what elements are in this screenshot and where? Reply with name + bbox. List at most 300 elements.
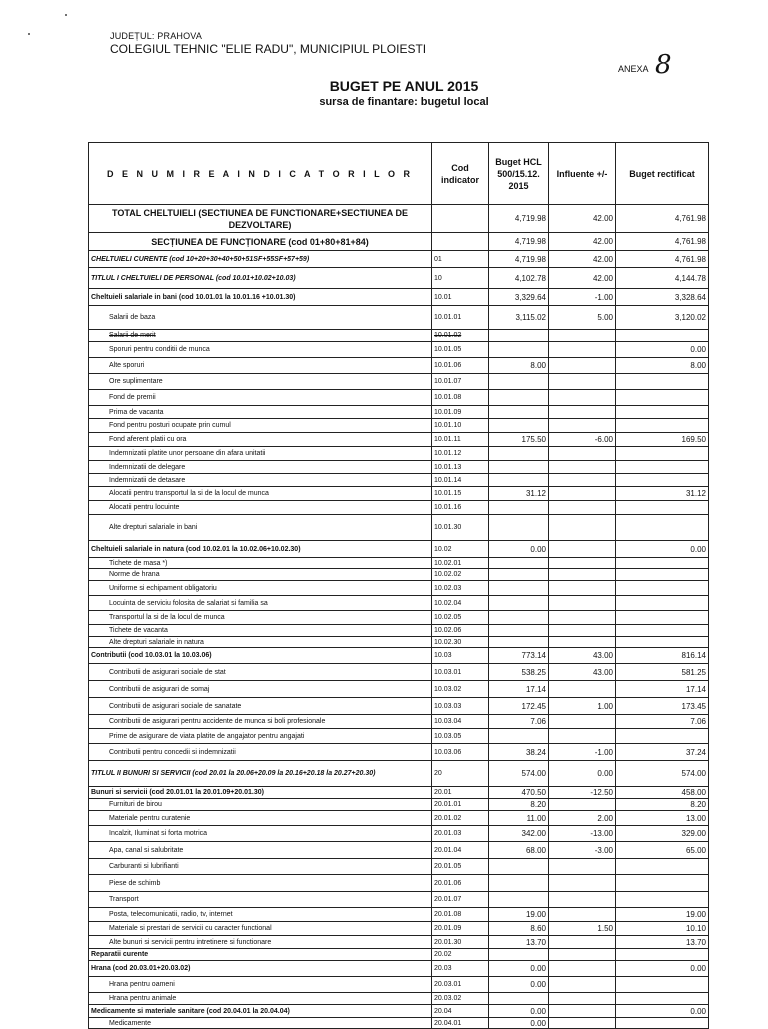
budget-hcl-cell xyxy=(489,637,549,648)
budget-hcl-cell xyxy=(489,374,549,390)
budget-hcl-cell xyxy=(489,892,549,908)
rectified-budget-cell xyxy=(616,581,709,596)
table-row xyxy=(89,569,709,581)
budget-hcl-cell xyxy=(489,949,549,961)
influence-cell: -13.00 xyxy=(549,826,616,842)
indicator-code-cell: 20.01 xyxy=(432,787,489,799)
budget-hcl-cell: 0.00 xyxy=(489,977,549,993)
indicator-code-cell: 10.01.14 xyxy=(432,474,489,487)
table-row xyxy=(89,715,709,729)
indicator-code-cell: 10.02.01 xyxy=(432,558,489,569)
indicator-code-cell: 20.01.04 xyxy=(432,842,489,859)
influence-cell xyxy=(549,461,616,474)
budget-hcl-cell: 574.00 xyxy=(489,761,549,787)
indicator-name-cell: Cheltuieli salariale in natura (cod 10.02.01 la 10.02.06+10.02.30) xyxy=(89,541,432,558)
rectified-budget-cell: 13.70 xyxy=(616,936,709,949)
table-row xyxy=(89,406,709,419)
indicator-name-cell: Incalzit, Iluminat si forta motrica xyxy=(89,826,432,842)
indicator-code-cell: 10.01.10 xyxy=(432,419,489,433)
table-row xyxy=(89,761,709,787)
influence-cell xyxy=(549,342,616,358)
table-row xyxy=(89,799,709,811)
rectified-budget-cell: 574.00 xyxy=(616,761,709,787)
column-header-rectified-budget: Buget rectificat xyxy=(616,143,709,205)
rectified-budget-cell xyxy=(616,447,709,461)
table-row xyxy=(89,515,709,541)
indicator-code-cell: 10.03.04 xyxy=(432,715,489,729)
table-row xyxy=(89,625,709,637)
rectified-budget-cell: 581.25 xyxy=(616,664,709,681)
indicator-name-cell: Alte drepturi salariale in bani xyxy=(89,515,432,541)
influence-cell xyxy=(549,859,616,875)
rectified-budget-cell xyxy=(616,993,709,1005)
influence-cell: 0.00 xyxy=(549,761,616,787)
rectified-budget-cell: 3,328.64 xyxy=(616,289,709,306)
influence-cell: -1.00 xyxy=(549,289,616,306)
column-header-budget-hcl: Buget HCL 500/15.12. 2015 xyxy=(489,143,549,205)
indicator-code-cell: 10.03.02 xyxy=(432,681,489,698)
indicator-code-cell: 20.01.03 xyxy=(432,826,489,842)
rectified-budget-cell: 173.45 xyxy=(616,698,709,715)
column-header-indicator-name: D E N U M I R E A I N D I C A T O R I L O R xyxy=(89,143,432,205)
table-row xyxy=(89,811,709,826)
rectified-budget-cell xyxy=(616,558,709,569)
table-row xyxy=(89,205,709,233)
influence-cell: 42.00 xyxy=(549,233,616,251)
scan-speck xyxy=(65,14,67,16)
table-row xyxy=(89,558,709,569)
indicator-code-cell: 10.01.07 xyxy=(432,374,489,390)
influence-cell xyxy=(549,1018,616,1029)
table-row xyxy=(89,1005,709,1018)
influence-cell xyxy=(549,799,616,811)
budget-hcl-cell: 11.00 xyxy=(489,811,549,826)
budget-hcl-cell: 172.45 xyxy=(489,698,549,715)
table-row xyxy=(89,374,709,390)
budget-hcl-cell: 773.14 xyxy=(489,648,549,664)
influence-cell: 42.00 xyxy=(549,268,616,289)
rectified-budget-cell xyxy=(616,625,709,637)
rectified-budget-cell: 7.06 xyxy=(616,715,709,729)
influence-cell xyxy=(549,558,616,569)
budget-hcl-cell xyxy=(489,461,549,474)
scan-speck xyxy=(28,33,30,35)
influence-cell: 1.50 xyxy=(549,922,616,936)
influence-cell xyxy=(549,390,616,406)
indicator-name-cell: Materiale pentru curatenie xyxy=(89,811,432,826)
budget-hcl-cell xyxy=(489,501,549,515)
rectified-budget-cell: 65.00 xyxy=(616,842,709,859)
budget-hcl-cell xyxy=(489,419,549,433)
indicator-name-cell: Indemnizatii de delegare xyxy=(89,461,432,474)
rectified-budget-cell: 816.14 xyxy=(616,648,709,664)
influence-cell xyxy=(549,715,616,729)
indicator-name-cell: Uniforme si echipament obligatoriu xyxy=(89,581,432,596)
indicator-code-cell: 10.01.11 xyxy=(432,433,489,447)
table-row xyxy=(89,681,709,698)
indicator-code-cell: 10.02.03 xyxy=(432,581,489,596)
rectified-budget-cell xyxy=(616,419,709,433)
indicator-code-cell: 10.03.05 xyxy=(432,729,489,744)
indicator-code-cell: 10.01.09 xyxy=(432,406,489,419)
budget-hcl-cell: 31.12 xyxy=(489,487,549,501)
rectified-budget-cell xyxy=(616,892,709,908)
indicator-name-cell: Fond aferent platii cu ora xyxy=(89,433,432,447)
indicator-code-cell: 10.01.08 xyxy=(432,390,489,406)
table-row xyxy=(89,461,709,474)
budget-table xyxy=(88,142,709,1029)
rectified-budget-cell xyxy=(616,977,709,993)
influence-cell xyxy=(549,447,616,461)
table-row xyxy=(89,875,709,892)
influence-cell xyxy=(549,977,616,993)
indicator-code-cell: 20.02 xyxy=(432,949,489,961)
indicator-code-cell: 10.03.06 xyxy=(432,744,489,761)
indicator-name-cell: Materiale si prestari de servicii cu caracter functional xyxy=(89,922,432,936)
rectified-budget-cell xyxy=(616,461,709,474)
table-row xyxy=(89,908,709,922)
indicator-name-cell: Cheltuieli salariale in bani (cod 10.01.01 la 10.01.16 +10.01.30) xyxy=(89,289,432,306)
indicator-name-cell: TITLUL I CHELTUIELI DE PERSONAL (cod 10.01+10.02+10.03) xyxy=(89,268,432,289)
table-row xyxy=(89,1018,709,1029)
influence-cell xyxy=(549,681,616,698)
indicator-code-cell: 10.02.02 xyxy=(432,569,489,581)
rectified-budget-cell xyxy=(616,859,709,875)
indicator-name-cell: Indemnizatii de detasare xyxy=(89,474,432,487)
indicator-name-cell: Sporuri pentru conditii de munca xyxy=(89,342,432,358)
indicator-name-cell: Medicamente xyxy=(89,1018,432,1029)
influence-cell xyxy=(549,581,616,596)
indicator-name-cell: Tichete de masa *) xyxy=(89,558,432,569)
budget-hcl-cell: 19.00 xyxy=(489,908,549,922)
indicator-name-cell: Contributii (cod 10.03.01 la 10.03.06) xyxy=(89,648,432,664)
table-row xyxy=(89,596,709,611)
rectified-budget-cell: 17.14 xyxy=(616,681,709,698)
institution-name: COLEGIUL TEHNIC "ELIE RADU", MUNICIPIUL PLOIESTI xyxy=(110,42,427,56)
rectified-budget-cell: 169.50 xyxy=(616,433,709,447)
table-row xyxy=(89,306,709,330)
table-row xyxy=(89,961,709,977)
indicator-code-cell: 10.01.05 xyxy=(432,342,489,358)
indicator-code-cell: 10.01.02 xyxy=(432,330,489,342)
indicator-code-cell: 10.01.06 xyxy=(432,358,489,374)
rectified-budget-cell: 8.00 xyxy=(616,358,709,374)
indicator-name-cell: Hrana pentru oameni xyxy=(89,977,432,993)
table-row xyxy=(89,358,709,374)
table-row xyxy=(89,637,709,648)
budget-hcl-cell: 4,719.98 xyxy=(489,205,549,233)
rectified-budget-cell: 31.12 xyxy=(616,487,709,501)
influence-cell: 5.00 xyxy=(549,306,616,330)
influence-cell xyxy=(549,993,616,1005)
indicator-name-cell: Hrana (cod 20.03.01+20.03.02) xyxy=(89,961,432,977)
budget-hcl-cell xyxy=(489,406,549,419)
annex-label: ANEXA xyxy=(618,64,649,74)
budget-hcl-cell xyxy=(489,330,549,342)
rectified-budget-cell: 4,761.98 xyxy=(616,233,709,251)
budget-hcl-cell: 4,102.78 xyxy=(489,268,549,289)
indicator-code-cell: 10.03.03 xyxy=(432,698,489,715)
indicator-name-cell: Alocatii pentru locuinte xyxy=(89,501,432,515)
rectified-budget-cell xyxy=(616,1018,709,1029)
influence-cell xyxy=(549,949,616,961)
budget-hcl-cell xyxy=(489,447,549,461)
influence-cell: 2.00 xyxy=(549,811,616,826)
table-row xyxy=(89,648,709,664)
indicator-name-cell: SECȚIUNEA DE FUNCȚIONARE (cod 01+80+81+84) xyxy=(89,233,432,251)
table-row xyxy=(89,474,709,487)
budget-hcl-cell xyxy=(489,875,549,892)
influence-cell xyxy=(549,419,616,433)
table-row xyxy=(89,859,709,875)
indicator-name-cell: Medicamente si materiale sanitare (cod 20.04.01 la 20.04.04) xyxy=(89,1005,432,1018)
influence-cell xyxy=(549,501,616,515)
indicator-name-cell: Salarii de baza xyxy=(89,306,432,330)
influence-cell xyxy=(549,374,616,390)
budget-hcl-cell xyxy=(489,596,549,611)
budget-hcl-cell xyxy=(489,611,549,625)
budget-hcl-cell xyxy=(489,581,549,596)
indicator-code-cell: 20.01.05 xyxy=(432,859,489,875)
rectified-budget-cell: 0.00 xyxy=(616,342,709,358)
rectified-budget-cell xyxy=(616,390,709,406)
indicator-name-cell: Contributii de asigurari de somaj xyxy=(89,681,432,698)
rectified-budget-cell xyxy=(616,330,709,342)
indicator-code-cell xyxy=(432,205,489,233)
influence-cell xyxy=(549,358,616,374)
indicator-name-cell: Reparatii curente xyxy=(89,949,432,961)
rectified-budget-cell: 0.00 xyxy=(616,541,709,558)
indicator-code-cell: 10.02.05 xyxy=(432,611,489,625)
indicator-code-cell: 20.04.01 xyxy=(432,1018,489,1029)
rectified-budget-cell xyxy=(616,637,709,648)
influence-cell xyxy=(549,729,616,744)
budget-hcl-cell: 8.00 xyxy=(489,358,549,374)
influence-cell xyxy=(549,330,616,342)
table-row xyxy=(89,892,709,908)
indicator-name-cell: Salarii de merit xyxy=(89,330,432,342)
rectified-budget-cell xyxy=(616,501,709,515)
table-row xyxy=(89,787,709,799)
indicator-code-cell: 20.01.09 xyxy=(432,922,489,936)
rectified-budget-cell: 329.00 xyxy=(616,826,709,842)
budget-hcl-cell: 3,115.02 xyxy=(489,306,549,330)
budget-hcl-cell xyxy=(489,729,549,744)
indicator-code-cell: 10.01.30 xyxy=(432,515,489,541)
influence-cell: -1.00 xyxy=(549,744,616,761)
budget-hcl-cell xyxy=(489,558,549,569)
indicator-code-cell: 10.01.13 xyxy=(432,461,489,474)
table-row xyxy=(89,993,709,1005)
table-row xyxy=(89,487,709,501)
indicator-code-cell: 20.03.01 xyxy=(432,977,489,993)
budget-hcl-cell: 8.20 xyxy=(489,799,549,811)
budget-table-body xyxy=(89,205,709,1029)
indicator-name-cell: Fond pentru posturi ocupate prin cumul xyxy=(89,419,432,433)
annex-number: 8 xyxy=(655,50,672,80)
table-row xyxy=(89,501,709,515)
table-row xyxy=(89,433,709,447)
table-row xyxy=(89,744,709,761)
rectified-budget-cell: 3,120.02 xyxy=(616,306,709,330)
table-row xyxy=(89,541,709,558)
indicator-code-cell: 20 xyxy=(432,761,489,787)
rectified-budget-cell xyxy=(616,374,709,390)
budget-hcl-cell: 38.24 xyxy=(489,744,549,761)
influence-cell xyxy=(549,569,616,581)
table-row xyxy=(89,289,709,306)
indicator-name-cell: Posta, telecomunicatii, radio, tv, internet xyxy=(89,908,432,922)
indicator-code-cell: 10.01.01 xyxy=(432,306,489,330)
budget-hcl-cell xyxy=(489,342,549,358)
influence-cell xyxy=(549,487,616,501)
budget-hcl-cell: 68.00 xyxy=(489,842,549,859)
indicator-code-cell: 10.01.15 xyxy=(432,487,489,501)
influence-cell xyxy=(549,908,616,922)
influence-cell xyxy=(549,936,616,949)
rectified-budget-cell: 4,144.78 xyxy=(616,268,709,289)
document-subtitle: sursa de finantare: bugetul local xyxy=(319,96,489,108)
indicator-code-cell: 20.03 xyxy=(432,961,489,977)
influence-cell: 42.00 xyxy=(549,205,616,233)
rectified-budget-cell: 0.00 xyxy=(616,961,709,977)
indicator-name-cell: Indemnizatii platite unor persoane din afara unitatii xyxy=(89,447,432,461)
rectified-budget-cell xyxy=(616,569,709,581)
county-label: JUDEȚUL: PRAHOVA xyxy=(110,31,203,41)
indicator-name-cell: Carburanti si lubrifianti xyxy=(89,859,432,875)
indicator-name-cell: Alte drepturi salariale in natura xyxy=(89,637,432,648)
budget-hcl-cell: 538.25 xyxy=(489,664,549,681)
indicator-code-cell: 10 xyxy=(432,268,489,289)
indicator-code-cell: 10.02.04 xyxy=(432,596,489,611)
influence-cell xyxy=(549,406,616,419)
rectified-budget-cell: 458.00 xyxy=(616,787,709,799)
influence-cell: 43.00 xyxy=(549,664,616,681)
indicator-name-cell: Contributii pentru concedii si indemnizatii xyxy=(89,744,432,761)
table-row xyxy=(89,581,709,596)
indicator-code-cell: 20.01.07 xyxy=(432,892,489,908)
rectified-budget-cell: 10.10 xyxy=(616,922,709,936)
rectified-budget-cell xyxy=(616,406,709,419)
column-header-influences: Influente +/- xyxy=(549,143,616,205)
table-row xyxy=(89,447,709,461)
indicator-name-cell: Transportul la si de la locul de munca xyxy=(89,611,432,625)
indicator-name-cell: Prime de asigurare de viata platite de angajator pentru angajati xyxy=(89,729,432,744)
budget-hcl-cell xyxy=(489,993,549,1005)
table-row xyxy=(89,419,709,433)
rectified-budget-cell: 19.00 xyxy=(616,908,709,922)
indicator-name-cell: Piese de schimb xyxy=(89,875,432,892)
indicator-name-cell: TITLUL II BUNURI SI SERVICII (cod 20.01 la 20.06+20.09 la 20.16+20.18 la 20.27+20.30) xyxy=(89,761,432,787)
table-row xyxy=(89,251,709,268)
budget-hcl-cell xyxy=(489,569,549,581)
influence-cell xyxy=(549,961,616,977)
influence-cell xyxy=(549,541,616,558)
indicator-code-cell: 10.03.01 xyxy=(432,664,489,681)
indicator-name-cell: Furnituri de birou xyxy=(89,799,432,811)
document-title: BUGET PE ANUL 2015 xyxy=(329,78,479,94)
indicator-code-cell: 10.01.16 xyxy=(432,501,489,515)
indicator-name-cell: Alte sporuri xyxy=(89,358,432,374)
influence-cell xyxy=(549,892,616,908)
budget-hcl-cell: 470.50 xyxy=(489,787,549,799)
budget-hcl-cell: 17.14 xyxy=(489,681,549,698)
indicator-name-cell: Prima de vacanta xyxy=(89,406,432,419)
budget-hcl-cell xyxy=(489,859,549,875)
influence-cell: -3.00 xyxy=(549,842,616,859)
indicator-name-cell: Ore suplimentare xyxy=(89,374,432,390)
indicator-code-cell: 20.01.08 xyxy=(432,908,489,922)
indicator-name-cell: Norme de hrana xyxy=(89,569,432,581)
indicator-code-cell: 20.01.06 xyxy=(432,875,489,892)
influence-cell: -6.00 xyxy=(549,433,616,447)
rectified-budget-cell xyxy=(616,515,709,541)
indicator-code-cell: 10.02 xyxy=(432,541,489,558)
budget-hcl-cell: 0.00 xyxy=(489,541,549,558)
rectified-budget-cell: 0.00 xyxy=(616,1005,709,1018)
rectified-budget-cell: 37.24 xyxy=(616,744,709,761)
influence-cell: 43.00 xyxy=(549,648,616,664)
indicator-name-cell: Transport xyxy=(89,892,432,908)
influence-cell: 1.00 xyxy=(549,698,616,715)
table-row xyxy=(89,698,709,715)
influence-cell xyxy=(549,596,616,611)
influence-cell xyxy=(549,637,616,648)
table-row xyxy=(89,922,709,936)
influence-cell xyxy=(549,474,616,487)
table-row xyxy=(89,977,709,993)
budget-hcl-cell xyxy=(489,625,549,637)
table-row xyxy=(89,949,709,961)
table-row xyxy=(89,664,709,681)
indicator-name-cell: Contributii de asigurari sociale de stat xyxy=(89,664,432,681)
indicator-name-cell: Locuinta de serviciu folosita de salariat si familia sa xyxy=(89,596,432,611)
indicator-name-cell: TOTAL CHELTUIELI (SECTIUNEA DE FUNCTIONARE+SECTIUNEA DE DEZVOLTARE) xyxy=(89,205,432,233)
budget-hcl-cell: 175.50 xyxy=(489,433,549,447)
indicator-name-cell: Bunuri si servicii (cod 20.01.01 la 20.01.09+20.01.30) xyxy=(89,787,432,799)
table-row xyxy=(89,268,709,289)
indicator-code-cell: 10.03 xyxy=(432,648,489,664)
budget-hcl-cell: 7.06 xyxy=(489,715,549,729)
table-row xyxy=(89,330,709,342)
table-header-row xyxy=(89,143,709,205)
indicator-code-cell: 10.01.12 xyxy=(432,447,489,461)
rectified-budget-cell: 13.00 xyxy=(616,811,709,826)
table-row xyxy=(89,342,709,358)
table-row xyxy=(89,936,709,949)
budget-hcl-cell: 342.00 xyxy=(489,826,549,842)
indicator-code-cell: 20.01.02 xyxy=(432,811,489,826)
indicator-code-cell: 20.01.01 xyxy=(432,799,489,811)
indicator-code-cell: 10.02.06 xyxy=(432,625,489,637)
indicator-name-cell: Alocatii pentru transportul la si de la locul de munca xyxy=(89,487,432,501)
indicator-name-cell: Alte bunuri si servicii pentru intretinere si functionare xyxy=(89,936,432,949)
influence-cell xyxy=(549,625,616,637)
indicator-code-cell: 20.04 xyxy=(432,1005,489,1018)
rectified-budget-cell: 4,761.98 xyxy=(616,251,709,268)
indicator-code-cell: 10.02.30 xyxy=(432,637,489,648)
indicator-name-cell: Contributii de asigurari sociale de sanatate xyxy=(89,698,432,715)
rectified-budget-cell xyxy=(616,729,709,744)
table-row xyxy=(89,729,709,744)
indicator-code-cell xyxy=(432,233,489,251)
budget-hcl-cell: 0.00 xyxy=(489,961,549,977)
indicator-code-cell: 10.01 xyxy=(432,289,489,306)
indicator-name-cell: Hrana pentru animale xyxy=(89,993,432,1005)
table-row xyxy=(89,826,709,842)
influence-cell xyxy=(549,1005,616,1018)
influence-cell: 42.00 xyxy=(549,251,616,268)
